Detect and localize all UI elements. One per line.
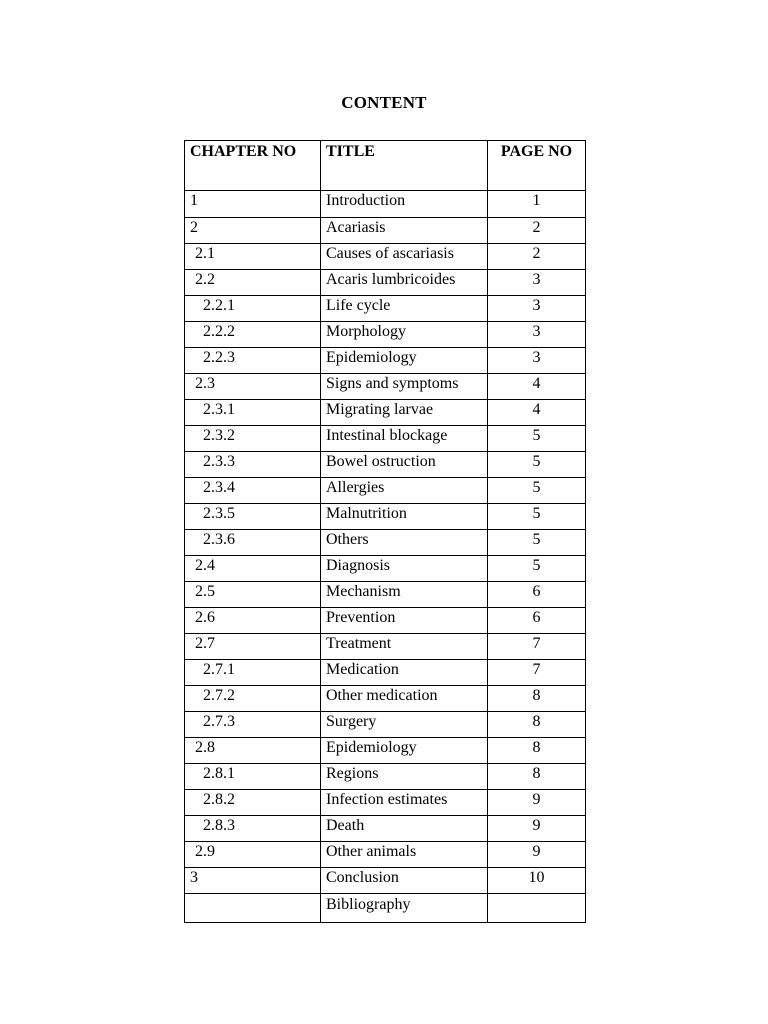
page-number: 5 <box>488 478 586 504</box>
chapter-title: Other animals <box>321 842 488 868</box>
chapter-number: 3 <box>185 868 321 894</box>
page-number: 5 <box>488 426 586 452</box>
page-number: 4 <box>488 400 586 426</box>
page-number: 7 <box>488 660 586 686</box>
chapter-title: Epidemiology <box>321 348 488 374</box>
chapter-number: 2.2.1 <box>185 296 321 322</box>
table-row <box>185 738 586 764</box>
chapter-number <box>185 894 321 923</box>
page-number: 4 <box>488 374 586 400</box>
chapter-number: 2.2.3 <box>185 348 321 374</box>
chapter-number: 2.2.2 <box>185 322 321 348</box>
page-number: 2 <box>488 244 586 270</box>
table-row <box>185 530 586 556</box>
chapter-title: Regions <box>321 764 488 790</box>
chapter-title: Other medication <box>321 686 488 712</box>
chapter-title: Allergies <box>321 478 488 504</box>
table-row <box>185 764 586 790</box>
chapter-title: Life cycle <box>321 296 488 322</box>
page-number: 8 <box>488 738 586 764</box>
table-row <box>185 842 586 868</box>
page-number: 8 <box>488 712 586 738</box>
table-row <box>185 244 586 270</box>
header-row <box>185 141 586 191</box>
table-row <box>185 348 586 374</box>
chapter-title: Bibliography <box>321 894 488 923</box>
table-row <box>185 608 586 634</box>
chapter-number: 2.7.1 <box>185 660 321 686</box>
page-number: 3 <box>488 322 586 348</box>
page-number: 5 <box>488 530 586 556</box>
contents-body <box>185 191 586 923</box>
table-row <box>185 868 586 894</box>
page-number: 8 <box>488 764 586 790</box>
chapter-title: Migrating larvae <box>321 400 488 426</box>
chapter-number: 2.3.6 <box>185 530 321 556</box>
chapter-number: 2.7 <box>185 634 321 660</box>
chapter-title: Acariasis <box>321 218 488 244</box>
table-row <box>185 400 586 426</box>
table-row <box>185 582 586 608</box>
table-row <box>185 816 586 842</box>
chapter-number: 2.3.2 <box>185 426 321 452</box>
table-row <box>185 426 586 452</box>
table-row <box>185 452 586 478</box>
chapter-number: 2.8.3 <box>185 816 321 842</box>
table-row <box>185 322 586 348</box>
table-row <box>185 296 586 322</box>
chapter-number: 2.3.1 <box>185 400 321 426</box>
table-row <box>185 218 586 244</box>
page-number: 3 <box>488 270 586 296</box>
chapter-title: Epidemiology <box>321 738 488 764</box>
chapter-number: 2.3 <box>185 374 321 400</box>
chapter-title: Intestinal blockage <box>321 426 488 452</box>
page-number: 3 <box>488 348 586 374</box>
chapter-title: Death <box>321 816 488 842</box>
table-row <box>185 191 586 218</box>
table-row <box>185 634 586 660</box>
chapter-title: Prevention <box>321 608 488 634</box>
chapter-title: Diagnosis <box>321 556 488 582</box>
chapter-title: Infection estimates <box>321 790 488 816</box>
chapter-title: Malnutrition <box>321 504 488 530</box>
page-number <box>488 894 586 923</box>
chapter-number: 2.2 <box>185 270 321 296</box>
chapter-number: 2.7.2 <box>185 686 321 712</box>
table-row <box>185 270 586 296</box>
table-row <box>185 374 586 400</box>
chapter-no-header: CHAPTER NO <box>185 141 321 191</box>
chapter-number: 2.5 <box>185 582 321 608</box>
chapter-title: Treatment <box>321 634 488 660</box>
table-row <box>185 504 586 530</box>
page-number: 9 <box>488 842 586 868</box>
page-number: 8 <box>488 686 586 712</box>
table-row <box>185 556 586 582</box>
page-number: 2 <box>488 218 586 244</box>
chapter-number: 2.1 <box>185 244 321 270</box>
chapter-number: 2.3.3 <box>185 452 321 478</box>
title-header: TITLE <box>321 141 488 191</box>
chapter-title: Morphology <box>321 322 488 348</box>
chapter-number: 2.8 <box>185 738 321 764</box>
chapter-number: 2.6 <box>185 608 321 634</box>
chapter-number: 2.7.3 <box>185 712 321 738</box>
chapter-number: 2.4 <box>185 556 321 582</box>
page-number: 7 <box>488 634 586 660</box>
chapter-title: Medication <box>321 660 488 686</box>
page-number: 1 <box>488 191 586 218</box>
page-number: 5 <box>488 504 586 530</box>
chapter-title: Acaris lumbricoides <box>321 270 488 296</box>
chapter-number: 2.8.2 <box>185 790 321 816</box>
chapter-number: 1 <box>185 191 321 218</box>
page-number: 3 <box>488 296 586 322</box>
chapter-title: Surgery <box>321 712 488 738</box>
page-number: 9 <box>488 816 586 842</box>
chapter-number: 2.3.5 <box>185 504 321 530</box>
chapter-title: Others <box>321 530 488 556</box>
chapter-title: Mechanism <box>321 582 488 608</box>
table-row <box>185 790 586 816</box>
chapter-number: 2.8.1 <box>185 764 321 790</box>
table-row <box>185 660 586 686</box>
chapter-number: 2.9 <box>185 842 321 868</box>
table-row <box>185 686 586 712</box>
page-number: 6 <box>488 608 586 634</box>
page-number: 10 <box>488 868 586 894</box>
page-number: 6 <box>488 582 586 608</box>
table-row <box>185 478 586 504</box>
page-number: 9 <box>488 790 586 816</box>
table-row <box>185 894 586 923</box>
chapter-title: Signs and symptoms <box>321 374 488 400</box>
page-no-header: PAGE NO <box>488 141 586 191</box>
chapter-title: Conclusion <box>321 868 488 894</box>
chapter-title: Causes of ascariasis <box>321 244 488 270</box>
chapter-title: Introduction <box>321 191 488 218</box>
page-number: 5 <box>488 556 586 582</box>
contents-table <box>184 140 586 923</box>
chapter-number: 2 <box>185 218 321 244</box>
chapter-title: Bowel ostruction <box>321 452 488 478</box>
page-number: 5 <box>488 452 586 478</box>
page-title: CONTENT <box>341 93 427 112</box>
chapter-number: 2.3.4 <box>185 478 321 504</box>
table-row <box>185 712 586 738</box>
